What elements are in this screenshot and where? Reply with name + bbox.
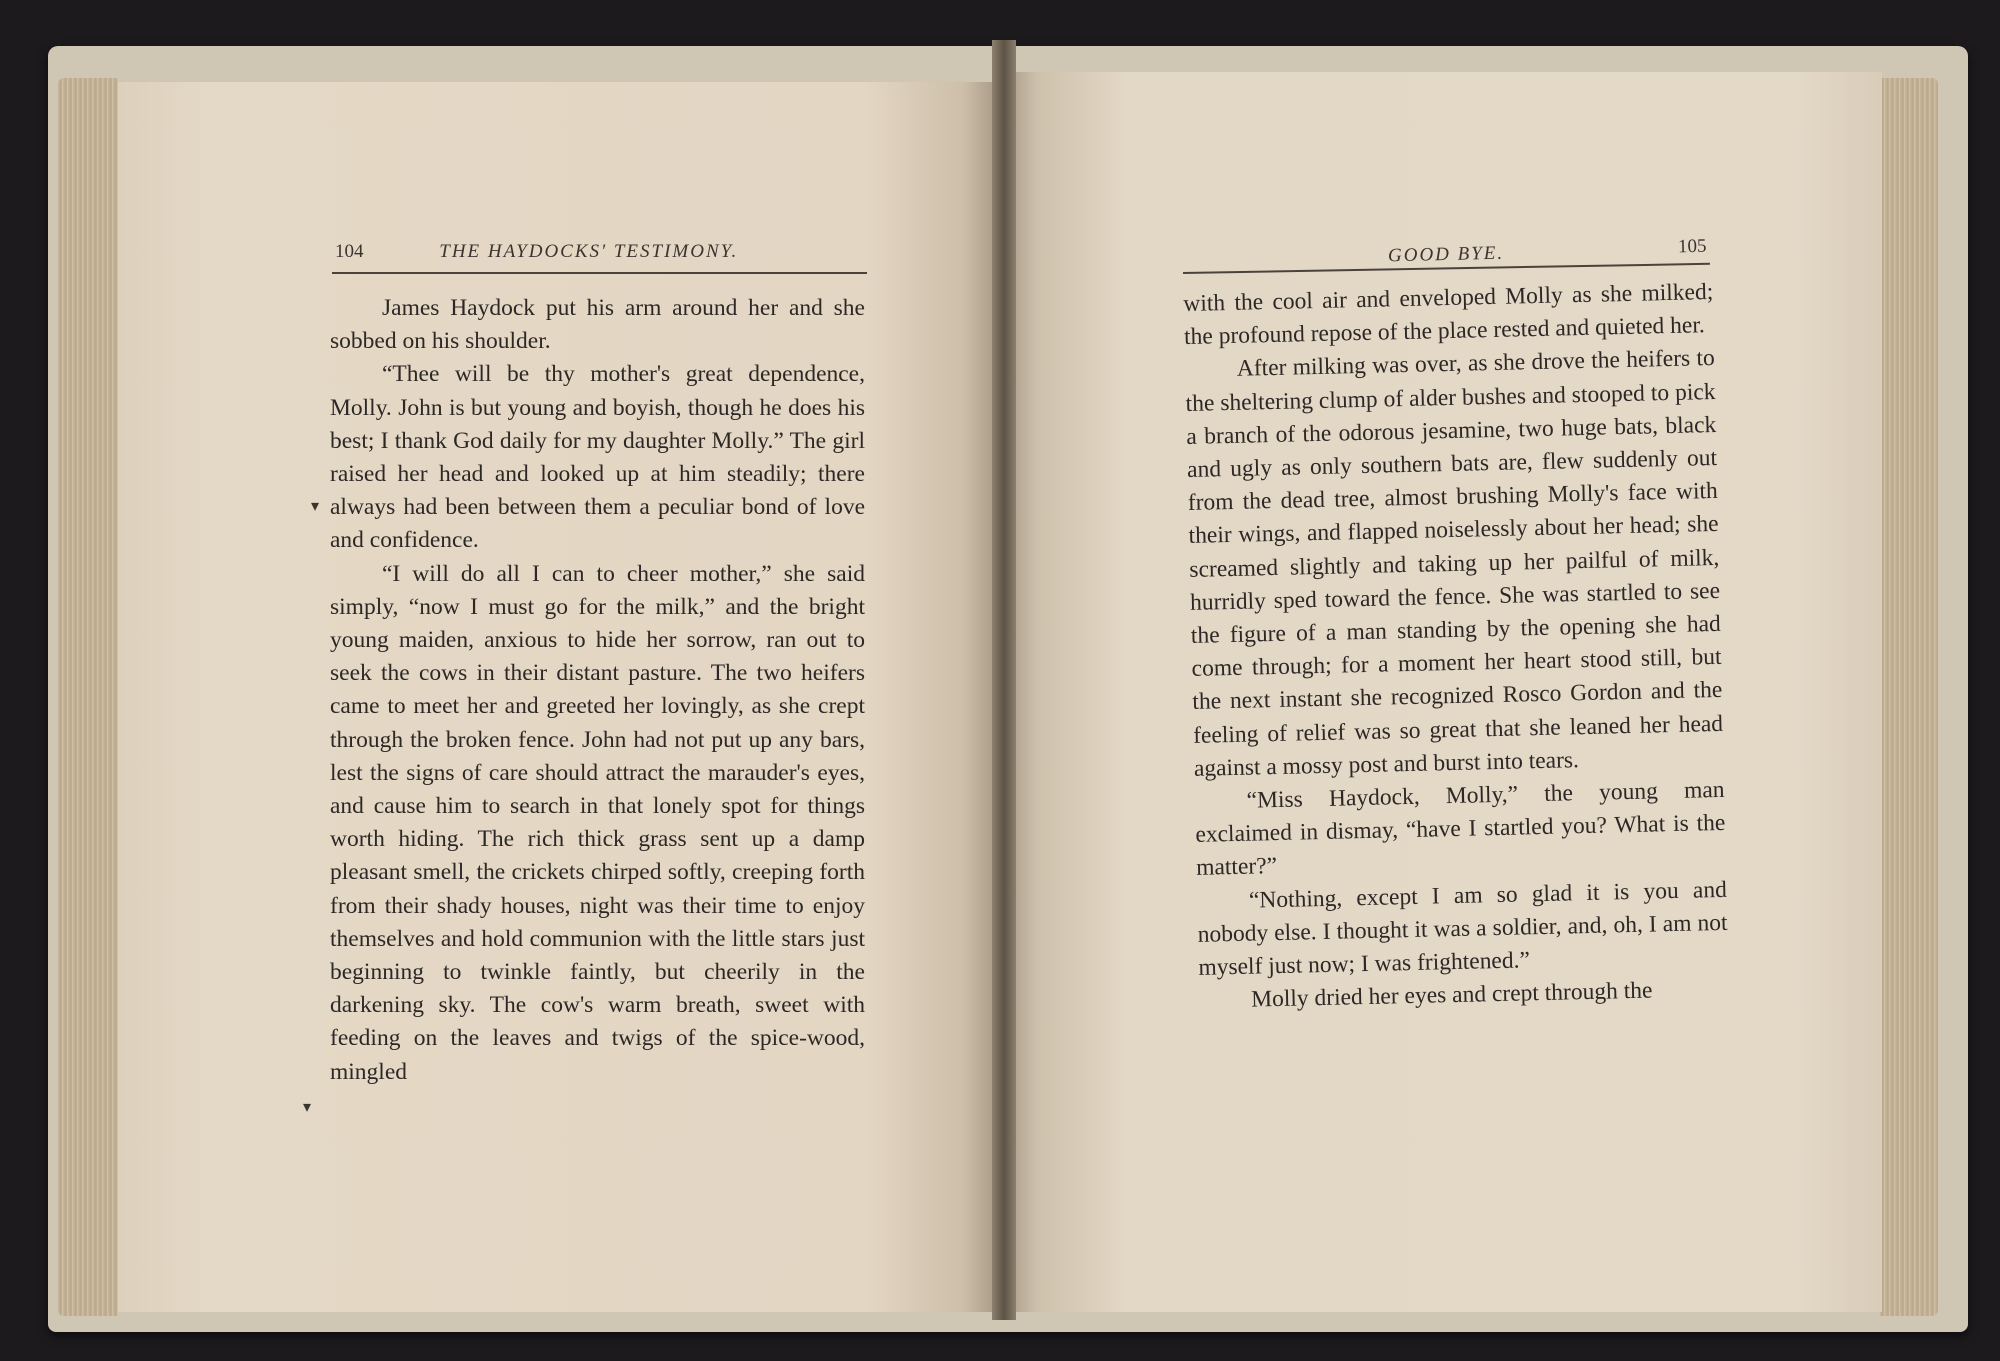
paragraph: “I will do all I can to cheer mother,” she said simply, “now I must go for the milk,” and the bright young maiden, anxious to hide her sorrow, ran out to seek the cows in their distant pasture. The two heifers came to meet her and greeted her lovingly, as she crept through the broken fence. John had not put up any bars, lest the signs of care should attract the marauder's eyes, and cause him to search in that lonely spot for things worth hiding. The rich thick grass sent up a damp pleasant smell, the crickets chirped softly, creeping forth from their shady houses, night was their time to enjoy themselves and hold communion with the little stars just beginning to twinkle faintly, but cheerily in the darkening sky. The cow's warm breath, sweet with feeding on the leaves and twigs of the spice-wood, mingled bbox=[330, 560, 865, 1085]
right-page-number-wrap bbox=[1678, 236, 1707, 259]
right-running-title: GOOD BYE. bbox=[1387, 242, 1505, 267]
paragraph: “Miss Haydock, Molly,” the young man exclaimed in dismay, “have I startled you? What is the matter?” bbox=[1195, 776, 1726, 882]
right-page-number: 105 bbox=[1677, 235, 1707, 258]
right-page-edges bbox=[1880, 78, 1938, 1316]
paragraph: with the cool air and enveloped Molly as she milked; the profound repose of the place rested and quieted her. bbox=[1183, 278, 1714, 351]
left-page-header bbox=[335, 241, 738, 263]
left-page-number: 104 bbox=[335, 241, 364, 262]
book-gutter bbox=[992, 40, 1016, 1320]
paragraph: After milking was over, as she drove the heifers to the sheltering clump of alder bushes and stooped to pick a branch of the odorous jesamine, two huge bats, black and ugly as only southern bats are, flew suddenly out from the dead tree, almost brushing Molly's face with their wings, and flapped noiselessly about her head; she screamed slightly and taking up her pailful of milk, hurridly sped toward the fence. She was startled to see the figure of a man standing by the opening she had come through; for a moment her heart stood still, but the next instant she recognized Rosco Gordon and the feeling of relief was so great that she leaned her head against a mossy post and burst into tears. bbox=[1185, 345, 1724, 782]
left-header-rule bbox=[332, 272, 867, 274]
left-page-edges bbox=[58, 78, 118, 1316]
margin-mark: ▾ bbox=[311, 498, 320, 515]
left-running-title: THE HAYDOCKS' TESTIMONY. bbox=[439, 241, 739, 262]
right-page-header bbox=[1388, 243, 1505, 268]
margin-mark: ▾ bbox=[303, 1099, 312, 1116]
paragraph: Molly dried her eyes and crept through the bbox=[1250, 977, 1653, 1013]
right-page-text bbox=[1183, 276, 1729, 1018]
paragraph: James Haydock put his arm around her and she sobbed on his shoulder. bbox=[330, 295, 865, 355]
left-page-text bbox=[330, 292, 865, 1089]
paragraph: “Thee will be thy mother's great dependence, Molly. John is but young and boyish, though he does his best; I thank God daily for my daughter Molly.” The girl raised her head and looked up at him steadily; there always had been between them a peculiar bond of love and confidence. bbox=[330, 361, 865, 554]
paragraph: “Nothing, except I am so glad it is you and nobody else. I thought it was a soldier, and, oh, I am not myself just now; I was frightened.” bbox=[1197, 876, 1728, 981]
